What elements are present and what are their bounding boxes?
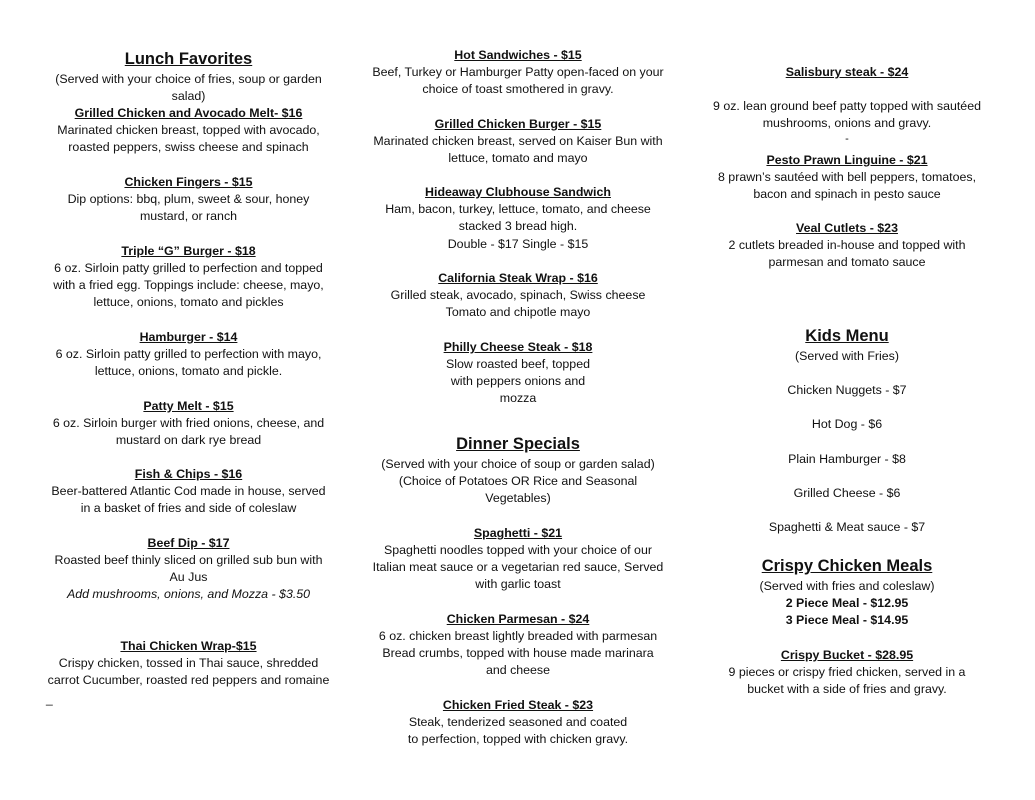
menu-item-name: Philly Cheese Steak - $18 [443,340,593,354]
menu-item-name: Hot Sandwiches - $15 [454,48,582,62]
menu-item-desc: Dip options: bbq, plum, sweet & sour, honey mustard, or ranch [67,192,310,223]
menu-item-desc: Spaghetti noodles topped with your choice of our Italian meat sauce or a vegetarian red sauce, Served with garlic toast [372,543,664,591]
dinner-title: Dinner Specials [456,435,580,453]
kids-item: Spaghetti & Meat sauce - $7 [768,520,926,534]
menu-item-desc: 6 oz. Sirloin burger with fried onions, cheese, and mustard on dark rye bread [52,416,325,447]
menu-item-desc: 6 oz. chicken breast lightly breaded with parmesan Bread crumbs, topped with house made marinara and cheese [378,629,658,677]
crispy-meal: 3 Piece Meal - $14.95 [785,613,909,627]
menu-item-desc: 9 pieces or crispy fried chicken, served in a bucket with a side of fries and gravy. [728,665,966,696]
stray-underscore: _ [46,692,53,706]
kids-title: Kids Menu [805,327,889,345]
crispy-title: Crispy Chicken Meals [761,557,933,575]
menu-item-desc: Beef, Turkey or Hamburger Patty open-faced on your choice of toast smothered in gravy. [372,65,664,96]
kids-item: Chicken Nuggets - $7 [787,383,907,397]
kids-item: Hot Dog - $6 [811,417,883,431]
menu-item-name: Chicken Parmesan - $24 [446,612,590,626]
kids-item: Grilled Cheese - $6 [793,486,901,500]
menu-item-desc: 6 oz. Sirloin patty grilled to perfection and topped with a fried egg. Toppings include: cheese, mayo, lettuce, onions, tomato and pickles [53,261,324,309]
menu-item-name: Spaghetti - $21 [473,526,563,540]
menu-item-extra: Double - $17 Single - $15 [447,237,589,251]
crispy-meal: 2 Piece Meal - $12.95 [785,596,909,610]
menu-item-desc: Ham, bacon, turkey, lettuce, tomato, and cheese stacked 3 bread high. [385,202,651,233]
menu-item-name: Pesto Prawn Linguine - $21 [766,153,928,167]
menu-item-name: Chicken Fried Steak - $23 [442,698,594,712]
crispy-note: (Served with fries and coleslaw) [759,579,935,593]
menu-item-name: Hideaway Clubhouse Sandwich [425,185,611,199]
menu-item-name: Veal Cutlets - $23 [796,221,898,235]
menu-item-desc: Marinated chicken breast, served on Kaiser Bun with lettuce, tomato and mayo [373,134,663,165]
menu-item-name: Thai Chicken Wrap-$15 [120,639,257,653]
menu-item-desc: 8 prawn’s sautéed with bell peppers, tomatoes, bacon and spinach in pesto sauce [717,170,977,201]
menu-item-desc: 6 oz. Sirloin patty grilled to perfection with mayo, lettuce, onions, tomato and pickle. [55,347,322,378]
menu-item-name: Triple “G” Burger - $18 [121,244,256,258]
menu-item-desc: 2 cutlets breaded in-house and topped with parmesan and tomato sauce [728,238,966,269]
menu-item-desc: Slow roasted beef, topped with peppers onions and mozza [446,357,590,405]
menu-item-name: Salisbury steak - $24 [785,65,909,79]
menu-item-desc: Crispy chicken, tossed in Thai sauce, shredded carrot Cucumber, roasted red peppers and romaine [47,656,330,687]
menu-item-name: Grilled Chicken and Avocado Melt- $16 [74,106,303,120]
menu-item-desc: Roasted beef thinly sliced on grilled sub bun with Au Jus [54,553,323,584]
menu-item-name: Beef Dip - $17 [147,536,230,550]
menu-item-name: Grilled Chicken Burger - $15 [434,117,602,131]
menu-item-desc: Beer-battered Atlantic Cod made in house, served in a basket of fries and side of coleslaw [51,484,326,515]
menu-item-name: Chicken Fingers - $15 [124,175,253,189]
menu-item-desc: 9 oz. lean ground beef patty topped with sautéed mushrooms, onions and gravy. [713,99,981,130]
kids-note: (Served with Fries) [795,349,899,363]
menu-item-extra: Tomato and chipotle mayo [445,305,591,319]
lunch-note: (Served with your choice of fries, soup or garden salad) [55,72,322,103]
menu-item-desc: Grilled steak, avocado, spinach, Swiss cheese [390,288,646,302]
dinner-note: (Choice of Potatoes OR Rice and Seasonal Vegetables) [398,474,638,505]
dinner-note: (Served with your choice of soup or garden salad) [381,457,655,471]
stray-dash: - [845,133,849,145]
menu-item-name: Hamburger - $14 [139,330,238,344]
menu-item-addon: Add mushrooms, onions, and Mozza - $3.50 [66,587,311,601]
menu-item-desc: Marinated chicken breast, topped with avocado, roasted peppers, swiss cheese and spinach [57,123,320,154]
menu-item-name: Fish & Chips - $16 [134,467,243,481]
kids-item: Plain Hamburger - $8 [788,452,906,466]
menu-item-name: California Steak Wrap - $16 [438,271,598,285]
menu-item-desc: Steak, tenderized seasoned and coated to perfection, topped with chicken gravy. [407,715,629,746]
menu-item-name: Crispy Bucket - $28.95 [780,648,914,662]
menu-item-name: Patty Melt - $15 [143,399,234,413]
lunch-title: Lunch Favorites [124,50,253,68]
